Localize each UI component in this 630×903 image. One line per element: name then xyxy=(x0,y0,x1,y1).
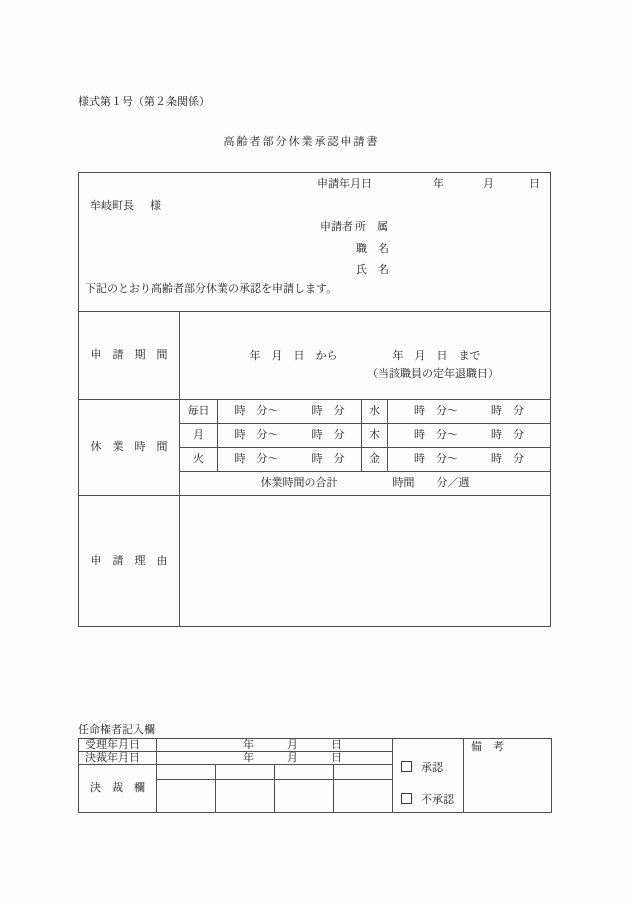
decision-date-value: 年 月 日 xyxy=(157,752,393,765)
disapprove-checkbox-icon[interactable] xyxy=(401,793,412,804)
day-label-friday: 金 xyxy=(362,448,388,472)
disapprove-label: 不承認 xyxy=(421,794,454,806)
declaration-text: 下記のとおり高齢者部分休業の承認を申請します。 xyxy=(85,283,338,295)
leave-time-label: 休 業 時 間 xyxy=(79,400,180,496)
reason-input-area xyxy=(180,496,551,627)
day-label-thursday: 木 xyxy=(362,424,388,448)
application-date-month: 月 xyxy=(483,178,494,190)
leave-time-total: 休業時間の合計 時間 分／週 xyxy=(180,472,551,496)
reason-label: 申 請 理 由 xyxy=(79,496,180,627)
received-date-label: 受理年月日 xyxy=(79,739,157,752)
decision-date-label: 決裁年月日 xyxy=(79,752,157,765)
received-date-value: 年 月 日 xyxy=(157,739,393,752)
time-range-friday: 時 分～ 時 分 xyxy=(388,448,551,472)
appointer-section-title: 任命権者記入欄 xyxy=(78,724,155,736)
decision-stamp-header-2 xyxy=(216,765,275,780)
page-title: 高齢者部分休業承認申請書 xyxy=(223,136,380,148)
application-date-year: 年 xyxy=(433,178,444,190)
application-header-box xyxy=(79,173,551,312)
name-label: 氏 名 xyxy=(356,264,389,276)
remarks-cell xyxy=(464,739,552,813)
appointer-table xyxy=(78,738,552,813)
affiliation-label: 所 属 xyxy=(355,221,388,233)
decision-stamp-box-1 xyxy=(157,780,216,813)
addressee-honorific: 様 xyxy=(150,200,161,212)
day-label-everyday: 毎日 xyxy=(180,400,218,424)
time-range-everyday: 時 分～ 時 分 xyxy=(218,400,362,424)
decision-stamp-header-3 xyxy=(275,765,334,780)
decision-stamp-header-4 xyxy=(334,765,393,780)
period-label: 申 請 期 間 xyxy=(79,312,180,400)
day-label-tuesday: 火 xyxy=(180,448,218,472)
approve-option xyxy=(401,761,443,774)
period-note: （当該職員の定年退職日） xyxy=(367,368,499,380)
applicant-label: 申請者 xyxy=(320,221,353,233)
day-label-monday: 月 xyxy=(180,424,218,448)
time-range-tuesday: 時 分～ 時 分 xyxy=(218,448,362,472)
decision-stamp-header-1 xyxy=(157,765,216,780)
position-label: 職 名 xyxy=(356,243,389,255)
time-range-thursday: 時 分～ 時 分 xyxy=(388,424,551,448)
decision-column-label: 決 裁 欄 xyxy=(79,765,157,813)
addressee: 牟岐町長 xyxy=(90,200,134,212)
decision-stamp-box-4 xyxy=(334,780,393,813)
disapprove-option xyxy=(401,793,454,806)
decision-stamp-box-3 xyxy=(275,780,334,813)
approve-checkbox-icon[interactable] xyxy=(401,761,412,772)
form-number: 様式第１号（第２条関係） xyxy=(78,96,210,108)
application-date-day: 日 xyxy=(529,178,540,190)
time-range-wednesday: 時 分～ 時 分 xyxy=(388,400,551,424)
period-value-line: 年 月 日 から 年 月 日 まで xyxy=(249,350,481,362)
application-date-label: 申請年月日 xyxy=(317,178,372,190)
remarks-label: 備 考 xyxy=(471,741,504,753)
period-value-cell xyxy=(180,312,551,400)
time-range-monday: 時 分～ 時 分 xyxy=(218,424,362,448)
approve-label: 承認 xyxy=(421,762,443,774)
decision-stamp-box-2 xyxy=(216,780,275,813)
approval-decision-cell xyxy=(393,739,464,813)
day-label-wednesday: 水 xyxy=(362,400,388,424)
application-table xyxy=(78,172,551,627)
